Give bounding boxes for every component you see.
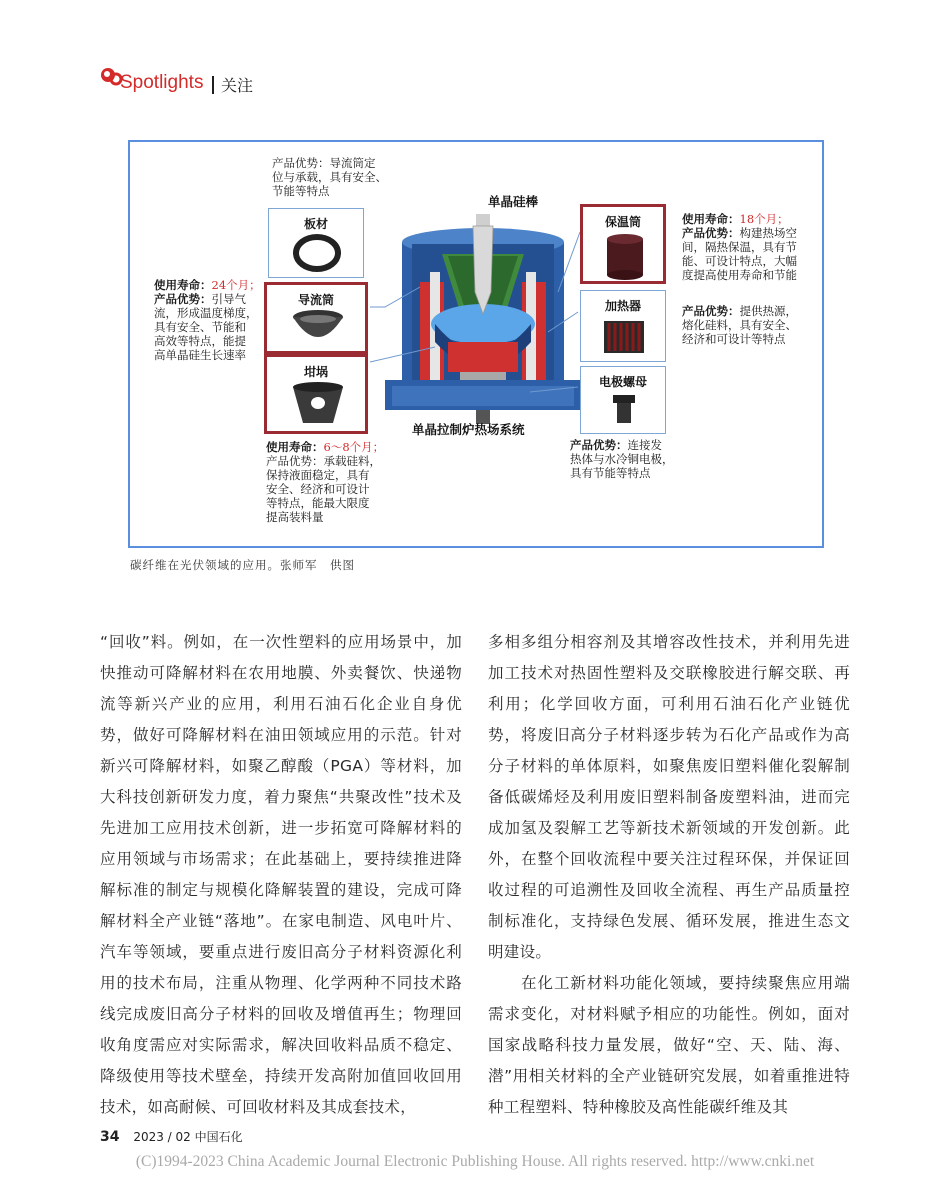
- text-line: 成加氢及裂解工艺等新技术新领域的开发创新。此: [488, 819, 850, 837]
- text-line: 降解材料全产业链“落地”。在家电制造、风电叶: [100, 881, 462, 930]
- text-line: 的应用领域与市场需求；在此基础上，要持续推进: [100, 819, 462, 868]
- note-line: 流，形成温度梯度，: [154, 306, 258, 320]
- life-label: 使用寿命：: [154, 278, 212, 292]
- text-line: 收过程的可追溯性及回收全流程、再生产品质量控: [488, 881, 850, 899]
- life-value: 24个月；: [211, 278, 261, 292]
- adv-label: 产品优势：: [570, 438, 628, 452]
- text-line: 明建设。: [488, 943, 552, 961]
- text-line: 外，在整个回收流程中要关注过程环保，并保证回: [488, 850, 850, 868]
- note-line: 连接发: [627, 438, 662, 452]
- product-box-crucible: [264, 354, 368, 434]
- guide-tube-image: [291, 309, 345, 349]
- nut-image: [609, 393, 639, 427]
- product-box-electrode-nut: [580, 366, 666, 434]
- guide-tube-life-note: [154, 278, 261, 362]
- page-footer: [100, 1128, 243, 1145]
- ingot-label: 单晶硅棒: [488, 194, 539, 209]
- text-line: “回收”料。例如，在一次性塑料的应用场景中，: [100, 633, 447, 651]
- text-line: 片、汽车等领域，要重点进行废旧高分子材料资源: [100, 912, 462, 961]
- text-line: 理回收角度需应对实际需求，解决回收料品质不稳: [100, 1005, 462, 1054]
- journal-name: 中国石化: [194, 1130, 243, 1144]
- product-label: 导流筒: [297, 293, 334, 307]
- text-line: 势，做好可降解材料在油田领域应用的示范。针对: [100, 726, 462, 744]
- note-line: 提高装料量: [266, 510, 324, 524]
- note-line: 产品优势：导流筒定: [272, 156, 376, 170]
- text-line: 大科技创新研发力度，着力聚焦“共聚改性”技术: [100, 788, 447, 806]
- figure-caption: 碳纤维在光伏领域的应用。张师军 供图: [130, 558, 355, 572]
- product-box-insulation: [580, 204, 666, 284]
- section-title: 关注: [221, 76, 254, 95]
- brand-name: [120, 72, 203, 94]
- body-column-right: [488, 627, 850, 1123]
- note-line: 保持液面稳定，具有: [266, 468, 370, 482]
- electrode-nut-note: [570, 438, 674, 480]
- crucible-image: [289, 381, 347, 431]
- text-line: 推进特种工程塑料、特种橡胶及高性能碳纤维及其: [488, 1067, 850, 1116]
- product-label: 坩埚: [303, 365, 328, 379]
- text-line: 制标准化，支持绿色发展、循环发展，推进生态文: [488, 912, 850, 930]
- adv-label: 产品优势：: [154, 292, 212, 306]
- header-divider: [212, 76, 214, 94]
- paragraph: [488, 627, 850, 968]
- heater-image: [601, 317, 647, 357]
- product-box-plate: [268, 208, 364, 278]
- product-label: 电极螺母: [598, 375, 647, 389]
- paragraph: [100, 627, 462, 1123]
- guide-tube-note: [272, 156, 387, 198]
- note-line: 经济和可设计等特点: [682, 332, 786, 346]
- text-line: 势，将废旧高分子材料逐步转为石化产品或作为高: [488, 726, 850, 744]
- paragraph: [488, 968, 850, 1123]
- note-line: 度提高使用寿命和节能: [682, 268, 797, 282]
- note-line: 产品优势：承载硅料，: [266, 454, 381, 468]
- note-line: 热体与水冷铜电极，: [570, 452, 674, 466]
- text-line: 端需求变化，对材料赋予相应的功能性。例如，面: [488, 974, 850, 1023]
- text-line: 多相多组分相容剂及其增容改性技术，并利用先进: [488, 633, 850, 651]
- text-line: 降解标准的制定与规模化降解装置的建设，完成可: [100, 850, 462, 899]
- life-value: 18个月；: [739, 212, 789, 226]
- text-line: 物流等新兴产业的应用，利用石油石化企业自身优: [100, 664, 462, 713]
- text-line: 及先进加工应用技术创新，进一步拓宽可降解材料: [100, 788, 462, 837]
- issue: 2023 / 02: [133, 1130, 191, 1144]
- life-value: 6～8个月；: [323, 440, 385, 454]
- text-line: 化利用的技术布局，注重从物理、化学两种不同技: [100, 943, 462, 992]
- system-label: 单晶拉制炉热场系统: [412, 422, 525, 437]
- note-line: 具有安全、节能和: [154, 320, 246, 334]
- product-label: 加热器: [604, 299, 641, 313]
- page-number: 34: [100, 1129, 120, 1145]
- text-line: 术路线完成废旧高分子材料的回收及增值再生；物: [100, 974, 462, 1023]
- note-line: 熔化硅料，具有安全、: [682, 318, 797, 332]
- insulation-image: [603, 233, 647, 281]
- note-line: 高效等特点，能提: [154, 334, 246, 348]
- life-label: 使用寿命：: [682, 212, 740, 226]
- note-line: 具有节能等特点: [570, 466, 651, 480]
- note-line: 间，隔热保温，具有节: [682, 240, 797, 254]
- note-line: 引导气: [211, 292, 246, 306]
- note-line: 节能等特点: [272, 184, 330, 198]
- note-line: 能、可设计特点，大幅: [682, 254, 797, 268]
- text-line: 加工技术对热固性塑料及交联橡胶进行解交联、再: [488, 664, 850, 682]
- heater-note: [682, 304, 797, 346]
- text-line: 分子材料的单体原料，如聚焦废旧塑料催化裂解制: [488, 757, 850, 775]
- text-line: 在化工新材料功能化领域，要持续聚焦应用: [488, 974, 835, 992]
- product-box-heater: [580, 290, 666, 362]
- text-line: 定、降级使用等技术壁垒，持续开发高附加值回收: [100, 1036, 462, 1085]
- body-column-left: [100, 627, 462, 1123]
- product-box-guide-tube: [264, 282, 368, 354]
- text-line: 利用；化学回收方面，可利用石油石化产业链优: [488, 695, 850, 713]
- text-line: 备低碳烯烃及利用废旧塑料制备废塑料油，进而完: [488, 788, 850, 806]
- text-line: 回用技术，如高耐候、可回收材料及其成套技术，: [100, 1067, 462, 1116]
- crucible-note: [266, 440, 384, 524]
- text-line: 海、潜”用相关材料的全产业链研究发展，如着重: [488, 1036, 851, 1085]
- brand-text: Spotlights: [120, 72, 204, 93]
- insulation-note: [682, 212, 797, 282]
- adv-label: 产品优势：: [682, 226, 740, 240]
- life-label: 使用寿命：: [266, 440, 324, 454]
- note-line: 高单晶硅生长速率: [154, 348, 246, 362]
- note-line: 提供热源，: [739, 304, 797, 318]
- adv-label: 产品优势：: [682, 304, 740, 318]
- text-line: 新兴可降解材料，如聚乙醇酸（PGA）等材料，加: [100, 757, 462, 775]
- note-line: 位与承载，具有安全、: [272, 170, 387, 184]
- text-line: 对国家战略科技力量发展，做好“空、天、陆、: [488, 1005, 850, 1054]
- ring-image: [293, 233, 341, 273]
- note-line: 构建热场空: [739, 226, 797, 240]
- figure-hot-zone-diagram: [128, 140, 824, 548]
- text-line: 加快推动可降解材料在农用地膜、外卖餐饮、快递: [100, 633, 462, 682]
- copyright-notice: (C)1994-2023 China Academic Journal Electronic Publishing House. All rights reserved. http://www.cnki.net: [135, 1153, 815, 1170]
- note-line: 安全、经济和可设计: [266, 482, 370, 496]
- product-label: 保温筒: [604, 215, 641, 229]
- product-label: 板材: [303, 217, 328, 231]
- note-line: 等特点，能最大限度: [266, 496, 370, 510]
